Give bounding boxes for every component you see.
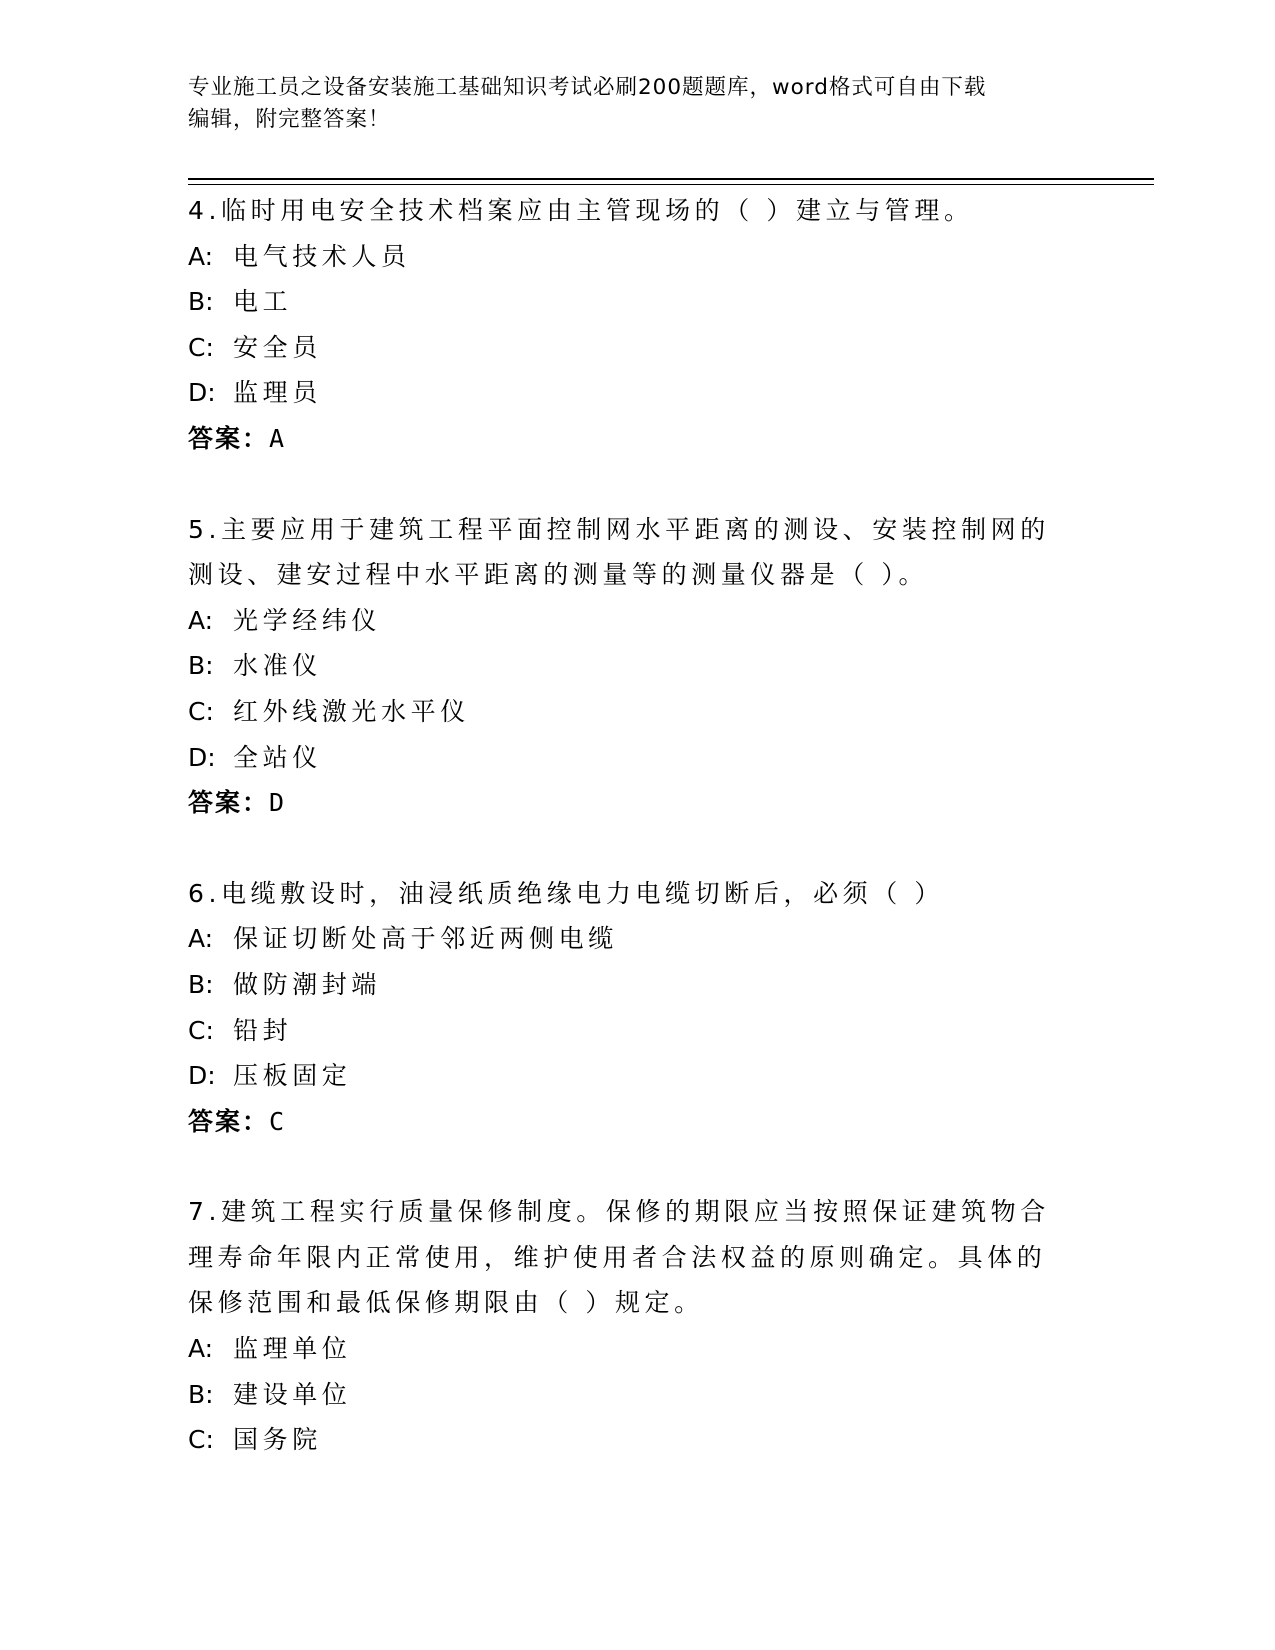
option-b [188,1372,1068,1418]
option-letter: D: [188,378,216,408]
option-letter: A: [188,241,214,271]
option-c [188,325,1068,371]
option-text: 全站仪 [233,742,322,772]
option-text: 监理员 [233,378,322,408]
question-stem: 建筑工程实行质量保修制度。保修的期限应当按照保证建筑物合理寿命年限内正常使用，维护使用者合法权益的原则确定。具体的保修范围和最低保修期限由（ ）规定。 [188,1197,1050,1318]
document-header [188,72,1068,136]
answer-value: A [269,423,287,453]
option-b [188,279,1068,325]
header-divider-thick [188,178,1154,180]
option-letter: C: [188,1015,214,1045]
answer-label: 答案： [188,423,270,453]
question-stem: 主要应用于建筑工程平面控制网水平距离的测设、安装控制网的测设、建安过程中水平距离的测量等的测量仪器是（ ）。 [188,514,1050,590]
answer-line [188,780,1068,826]
question-number: 5. [188,514,222,544]
question-stem: 电缆敷设时，油浸纸质绝缘电力电缆切断后，必须（ ） [221,878,945,908]
option-a [188,234,1068,280]
option-a [188,916,1068,962]
header-divider-thin [188,184,1154,185]
answer-value: C [269,1106,287,1136]
option-letter: A: [188,605,214,635]
option-c [188,1008,1068,1054]
option-letter: C: [188,696,214,726]
question-block [188,1189,1068,1463]
option-d [188,1053,1068,1099]
option-d [188,370,1068,416]
option-letter: B: [188,1379,214,1409]
header-title-line2: 编辑，附完整答案！ [188,107,391,132]
option-text: 国务院 [233,1425,322,1455]
question-text [188,1189,1068,1326]
option-d [188,735,1068,781]
question-text [188,507,1068,598]
answer-line [188,1099,1068,1145]
answer-label: 答案： [188,788,270,818]
option-a [188,1326,1068,1372]
question-number: 7. [188,1197,222,1227]
option-text: 做防潮封端 [233,969,382,999]
header-title-line1: 专业施工员之设备安装施工基础知识考试必刷200题题库，word格式可自由下载 [188,75,987,100]
answer-line [188,416,1068,462]
option-text: 水准仪 [233,651,322,681]
option-b [188,962,1068,1008]
option-letter: B: [188,287,214,317]
answer-label: 答案： [188,1106,270,1136]
question-block [188,507,1068,826]
option-text: 压板固定 [233,1061,352,1091]
option-text: 铅封 [233,1015,293,1045]
option-text: 保证切断处高于邻近两侧电缆 [233,924,618,954]
option-text: 安全员 [233,332,322,362]
option-text: 监理单位 [233,1334,352,1364]
question-number: 4. [188,196,222,225]
option-c [188,689,1068,735]
option-letter: D: [188,1061,216,1091]
option-c [188,1417,1068,1463]
option-b [188,643,1068,689]
question-stem: 临时用电安全技术档案应由主管现场的（ ）建立与管理。 [221,196,974,225]
option-letter: C: [188,1425,214,1455]
option-letter: B: [188,969,214,999]
question-list [188,188,1068,1508]
question-text [188,871,1068,917]
option-letter: B: [188,651,214,681]
question-block [188,188,1068,462]
answer-value: D [269,788,287,818]
question-text [188,188,1068,234]
option-text: 光学经纬仪 [233,605,382,635]
option-letter: A: [188,924,214,954]
option-letter: C: [188,332,214,362]
option-text: 电工 [233,287,293,317]
option-text: 红外线激光水平仪 [233,696,470,726]
option-a [188,598,1068,644]
option-letter: A: [188,1334,214,1364]
question-number: 6. [188,878,222,908]
option-text: 电气技术人员 [233,241,411,271]
question-block [188,871,1068,1145]
option-text: 建设单位 [233,1379,352,1409]
option-letter: D: [188,742,216,772]
